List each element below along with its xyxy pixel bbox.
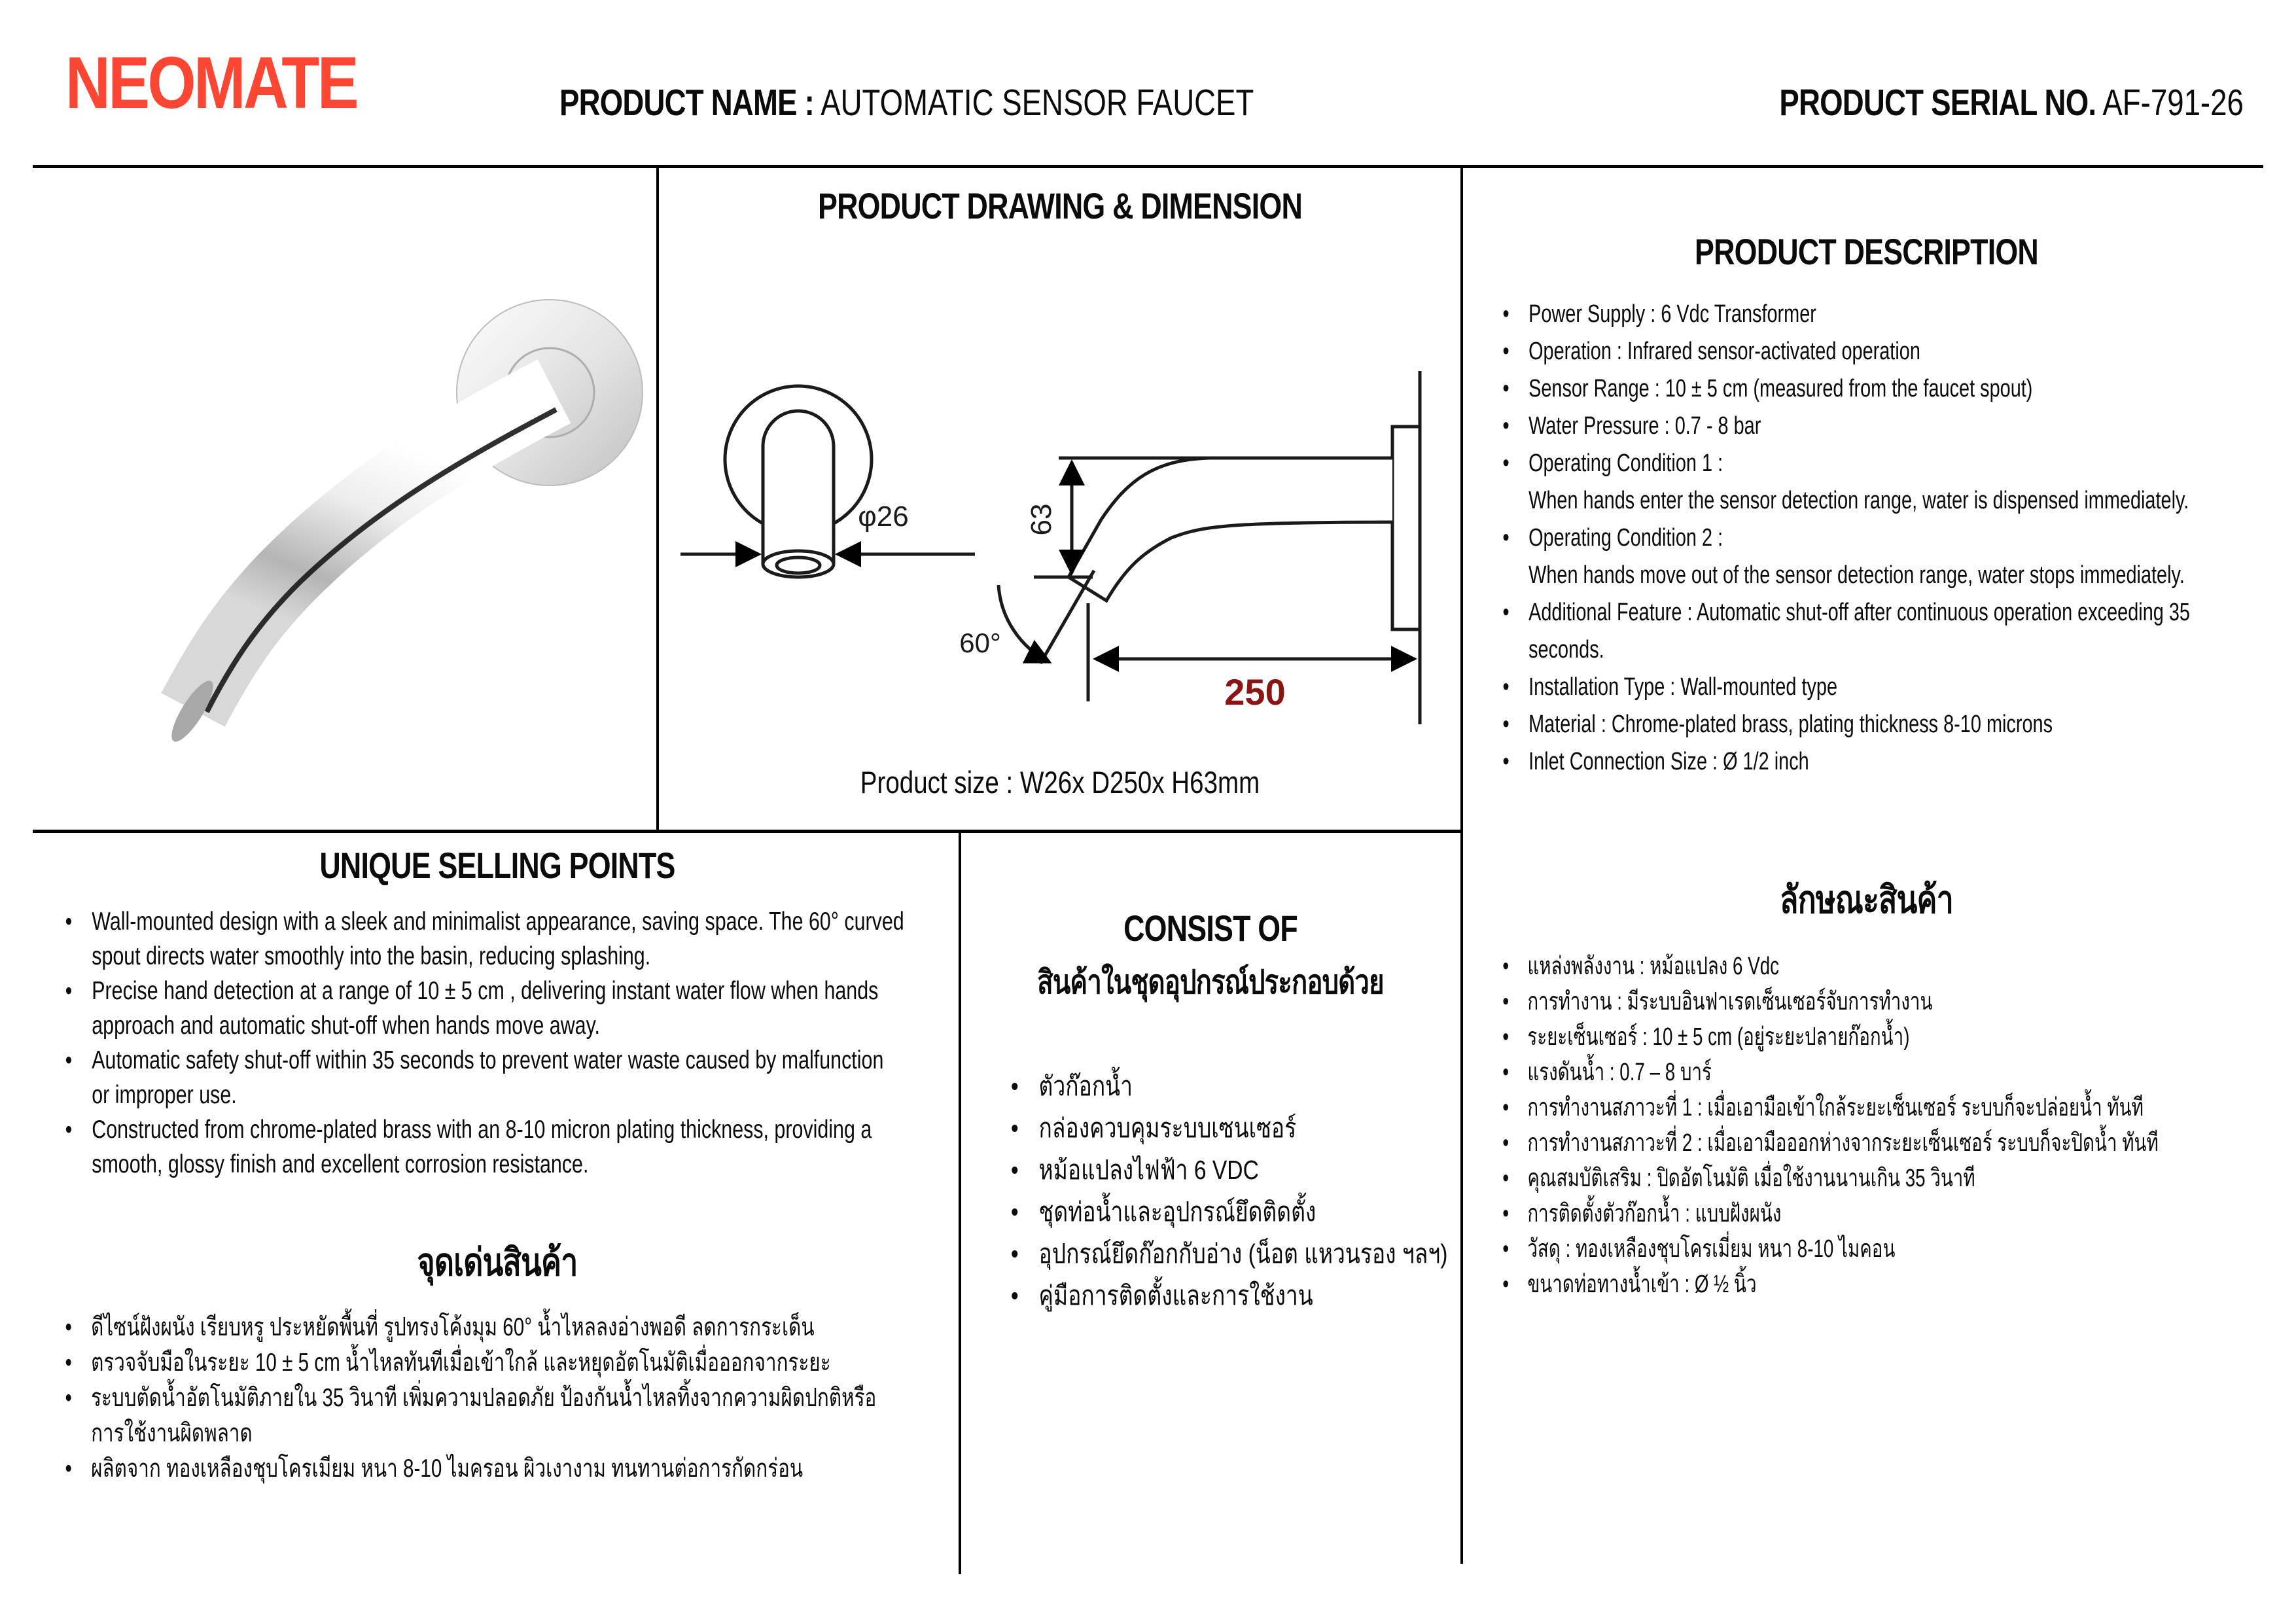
product-name-value: AUTOMATIC SENSOR FAUCET	[821, 82, 1254, 124]
usp-th-list	[62, 1310, 957, 1487]
product-name	[559, 81, 1254, 124]
list-item: spout directs water smoothly into the basin, reducing splashing.	[92, 942, 651, 970]
list-item: • ขนาดท่อทางน้ำเข้า : Ø ½ นิ้ว	[1500, 1267, 2283, 1302]
brand-logo: NEOMATE	[65, 42, 357, 124]
list-item: • Inlet Connection Size : Ø 1/2 inch	[1500, 743, 2276, 781]
list-item: seconds.	[1528, 636, 1604, 663]
list-item: • คู่มือการติดตั้งและการใช้งาน	[1008, 1275, 1491, 1316]
list-item: or improper use.	[92, 1081, 237, 1109]
side-view	[998, 371, 1420, 724]
list-item: • Constructed from chrome-plated brass with an 8-10 micron plating thickness, providing a	[62, 1112, 981, 1147]
list-item: • การทำงานสภาวะที่ 1 : เมื่อเอามือเข้าใกล้ระยะเซ็นเซอร์ ระบบก็จะปล่อยน้ำ ทันที	[1500, 1090, 2283, 1125]
list-item: • การทำงานสภาวะที่ 2 : เมื่อเอามือออกห่างจากระยะเซ็นเซอร์ ระบบก็จะปิดน้ำ ทันที	[1500, 1125, 2283, 1161]
usp-section-title: UNIQUE SELLING POINTS	[319, 845, 675, 886]
list-item: • การติดตั้งตัวก๊อกน้ำ : แบบฝังผนัง	[1500, 1196, 2283, 1231]
list-item: การใช้งานผิดพลาด	[91, 1419, 253, 1447]
list-item: • การทำงาน : มีระบบอินฟาเรดเซ็นเซอร์จับการทำงาน	[1500, 984, 2283, 1019]
list-item: • กล่องควบคุมระบบเซนเซอร์	[1008, 1107, 1491, 1149]
product-name-label: PRODUCT NAME :	[559, 82, 815, 124]
usp-list	[62, 904, 981, 1182]
list-item: • แหล่งพลังงาน : หม้อแปลง 6 Vdc	[1500, 949, 2283, 984]
front-view	[680, 386, 975, 577]
description-th-list	[1500, 949, 2283, 1302]
list-item: • Automatic safety shut-off within 35 seconds to prevent water waste caused by malfunction	[62, 1043, 981, 1078]
product-size-text: Product size : W26x D250x H63mm	[860, 765, 1260, 800]
header-divider	[33, 165, 2263, 168]
list-item: • วัสดุ : ทองเหลืองชุบโครเมี่ยม หนา 8-10 ไมคอน	[1500, 1231, 2283, 1267]
description-list	[1500, 296, 2276, 781]
list-item: • Wall-mounted design with a sleek and minimalist appearance, saving space. The 60° curved	[62, 904, 981, 939]
list-item: • ดีไซน์ฝังผนัง เรียบหรู ประหยัดพื้นที่ รูปทรงโค้งมุม 60° น้ำไหลลงอ่างพอดี ลดการกระเด็น	[62, 1310, 957, 1345]
list-item: • แรงดันน้ำ : 0.7 – 8 บาร์	[1500, 1055, 2283, 1090]
list-item: • Operation : Infrared sensor-activated operation	[1500, 333, 2276, 370]
product-serial-value: AF-791-26	[2102, 82, 2244, 124]
dimension-drawing	[667, 361, 1446, 737]
faucet-photo	[59, 275, 667, 798]
dim-angle-label: 60°	[959, 627, 1001, 658]
list-item: • Additional Feature : Automatic shut-off after continuous operation exceeding 35	[1500, 594, 2276, 631]
list-item: • คุณสมบัติเสริม : ปิดอัตโนมัติ เมื่อใช้งานนานเกิน 35 วินาที	[1500, 1161, 2283, 1196]
description-th-section-title: ลักษณะสินค้า	[1779, 879, 1954, 921]
list-item: • หม้อแปลงไฟฟ้า 6 VDC	[1008, 1149, 1491, 1191]
list-item: • ชุดท่อน้ำและอุปกรณ์ยึดติดตั้ง	[1008, 1191, 1491, 1233]
divider-right-column	[1460, 165, 1463, 1564]
product-serial-label: PRODUCT SERIAL NO.	[1779, 82, 2096, 124]
list-item: • Operating Condition 2 :	[1500, 520, 2276, 557]
product-serial	[1780, 81, 2244, 124]
list-item: • Material : Chrome-plated brass, plating thickness 8-10 microns	[1500, 706, 2276, 743]
divider-middle	[33, 830, 1463, 833]
list-item: • Power Supply : 6 Vdc Transformer	[1500, 296, 2276, 333]
description-section-title: PRODUCT DESCRIPTION	[1695, 231, 2038, 272]
dim-depth-label: 250	[1224, 671, 1286, 713]
dim-height-label: 63	[1025, 503, 1057, 536]
list-item: • Sensor Range : 10 ± 5 cm (measured from the faucet spout)	[1500, 370, 2276, 408]
list-item: • Precise hand detection at a range of 10 ± 5 cm , delivering instant water flow when hands	[62, 974, 981, 1008]
drawing-section-title: PRODUCT DRAWING & DIMENSION	[818, 185, 1302, 226]
list-item: • ตัวก๊อกน้ำ	[1008, 1065, 1491, 1107]
list-item: When hands move out of the sensor detection range, water stops immediately.	[1528, 561, 2185, 589]
usp-th-section-title: จุดเด่นสินค้า	[417, 1241, 578, 1284]
list-item: • Water Pressure : 0.7 - 8 bar	[1500, 408, 2276, 445]
consist-section-title-en: CONSIST OF	[1123, 908, 1298, 949]
list-item: • ระยะเซ็นเซอร์ : 10 ± 5 cm (อยู่ระยะปลายก๊อกน้ำ)	[1500, 1019, 2283, 1055]
dim-diameter-label: φ26	[858, 501, 909, 533]
consist-section-title-th: สินค้าในชุดอุปกรณ์ประกอบด้วย	[1037, 964, 1384, 1000]
list-item: • อุปกรณ์ยึดก๊อกกับอ่าง (น็อต แหวนรอง ฯลฯ)	[1008, 1233, 1491, 1275]
list-item: approach and automatic shut-off when hands move away.	[92, 1012, 600, 1040]
consist-list	[1008, 1065, 1491, 1316]
list-item: When hands enter the sensor detection range, water is dispensed immediately.	[1528, 487, 2189, 514]
list-item: smooth, glossy finish and excellent corrosion resistance.	[92, 1150, 589, 1178]
list-item: • ระบบตัดน้ำอัตโนมัติภายใน 35 วินาที เพิ่มความปลอดภัย ป้องกันน้ำไหลทิ้งจากความผิดปกติหรือ	[62, 1381, 957, 1416]
list-item: • ตรวจจับมือในระยะ 10 ± 5 cm น้ำไหลทันทีเมื่อเข้าใกล้ และหยุดอัตโนมัติเมื่อออกจากระยะ	[62, 1345, 957, 1381]
list-item: • ผลิตจาก ทองเหลืองชุบโครเมียม หนา 8-10 ไมครอน ผิวเงางาม ทนทานต่อการกัดกร่อน	[62, 1451, 957, 1487]
list-item: • Operating Condition 1 :	[1500, 445, 2276, 482]
list-item: • Installation Type : Wall-mounted type	[1500, 669, 2276, 706]
